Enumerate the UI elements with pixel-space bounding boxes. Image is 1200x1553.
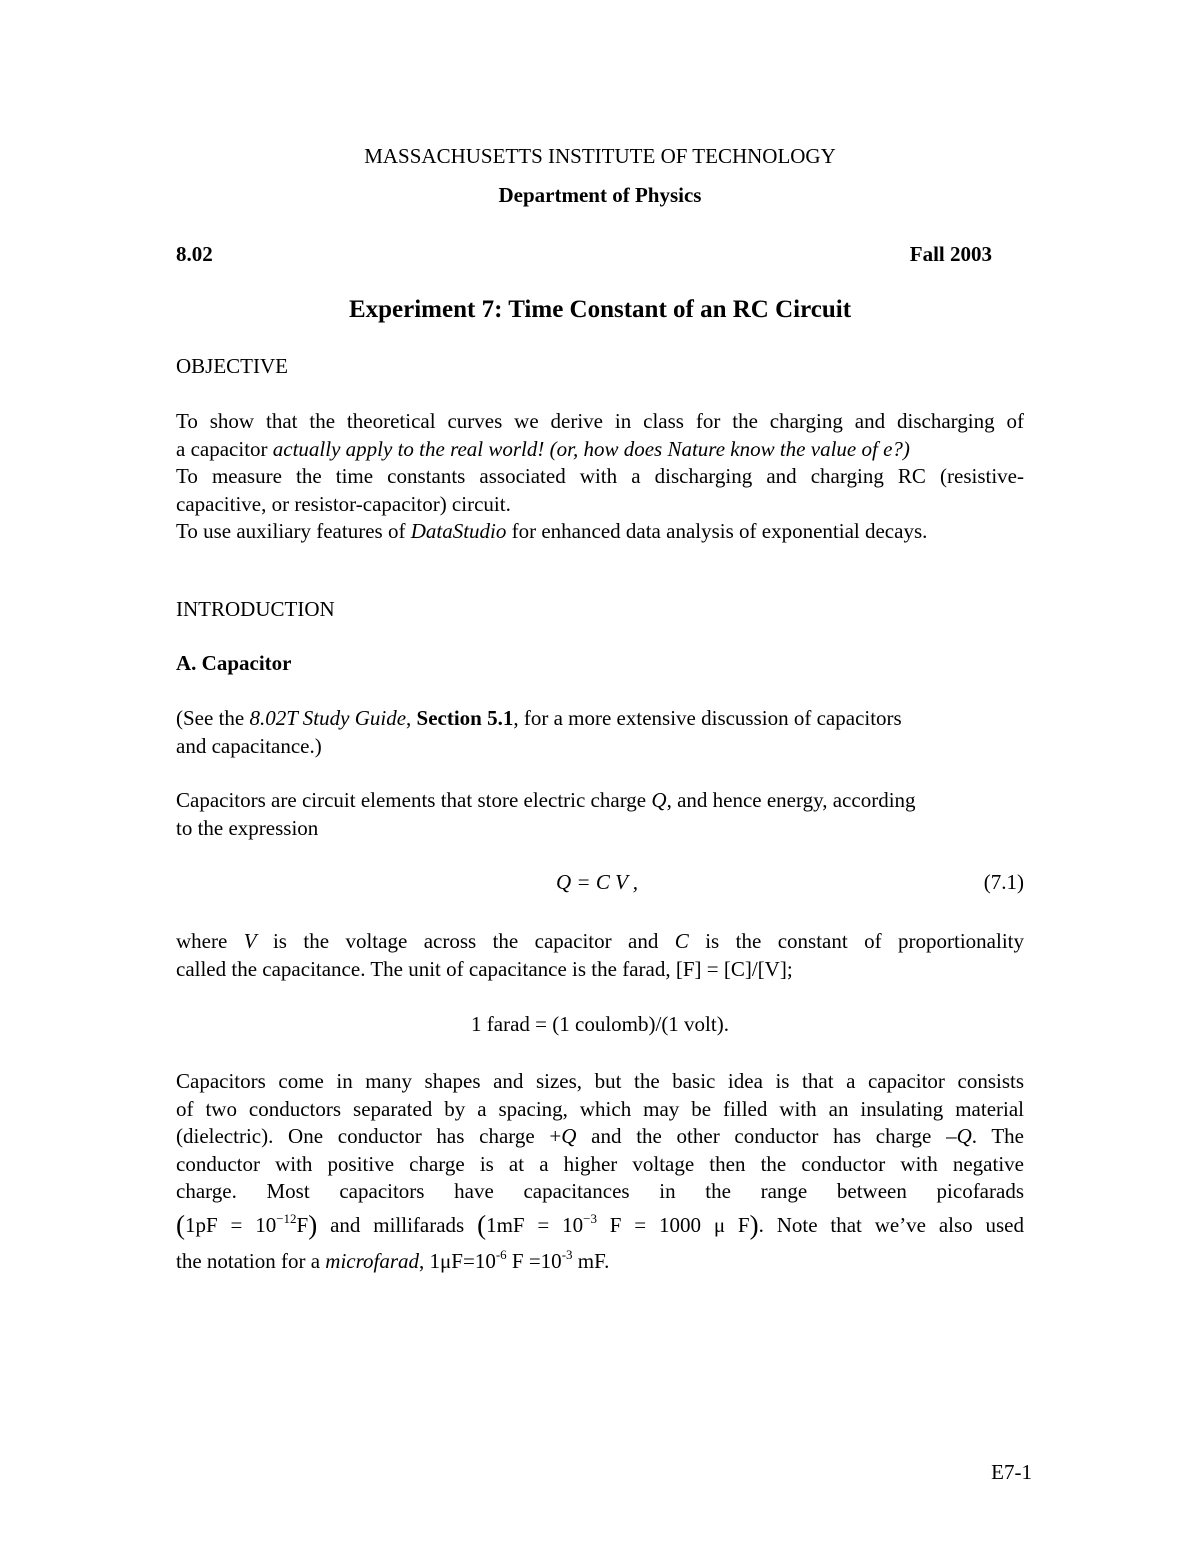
course-number: 8.02: [176, 242, 213, 266]
charge-symbol: Q: [561, 1124, 577, 1148]
text-run: is the voltage across the capacitor and: [256, 929, 675, 953]
objective-text: [176, 408, 1024, 546]
objective-line: To show that the theoretical curves we derive in class for the charging and discharging of: [176, 409, 1024, 433]
description-line: conductor with positive charge is at a higher voltage then the conductor with negative: [176, 1151, 1024, 1176]
description-line: $(1pF = 10^{-12}F)$ and millifarads ($1mF = 10^{-3}$ F = 1000 μ F). Note that we’ve also used: [176, 1209, 1025, 1240]
text-run: mF.: [572, 1248, 610, 1273]
capacitor-description: [176, 1068, 1024, 1275]
text-run: Capacitors are circuit elements that store electric charge: [176, 788, 652, 812]
equation-7-1: Q = C V ,: [556, 870, 639, 894]
exponent: -3: [561, 1246, 573, 1262]
objective-line: capacitive, or resistor-capacitor) circuit.: [176, 491, 511, 516]
text-run: ,: [406, 706, 417, 730]
picofarad-expression: 1pF = 10: [185, 1212, 277, 1237]
reference-line: and capacitance.): [176, 733, 322, 758]
text-run: and millifarads: [317, 1212, 478, 1237]
exponent: -6: [495, 1246, 507, 1262]
objective-line: [176, 518, 1024, 546]
text-run: , 1μF=10: [419, 1248, 496, 1273]
section-reference: Section 5.1: [416, 706, 514, 730]
objective-line: [176, 436, 1024, 464]
capacitor-definition: [176, 787, 1024, 842]
equation-number: (7.1): [983, 870, 1024, 894]
text-run: and the other conductor has charge –: [576, 1124, 957, 1148]
explanation-line: [176, 928, 1024, 956]
text-run: F =10: [506, 1248, 562, 1273]
introduction-heading: INTRODUCTION: [176, 597, 335, 621]
objective-text-run: for enhanced data analysis of exponential decays.: [506, 519, 928, 543]
objective-text-run: To use auxiliary features of: [176, 519, 411, 543]
text-run: where: [176, 929, 244, 953]
definition-line: to the expression: [176, 815, 319, 840]
farad-definition: 1 farad = (1 coulomb)/(1 volt).: [471, 1012, 729, 1036]
microfarad-term: microfarad: [325, 1248, 420, 1273]
reference-line: [176, 705, 1024, 733]
voltage-symbol: V: [243, 929, 257, 953]
page-title: Experiment 7: Time Constant of an RC Circuit: [348, 296, 852, 323]
objective-emphasis: actually apply to the real world! (or, how does Nature know the value of e?): [272, 436, 910, 461]
study-guide-reference: [176, 705, 1024, 760]
text-run: . Note that we’ve also used: [758, 1212, 1025, 1237]
millifarad-equivalence: F = 1000 μ F: [596, 1212, 750, 1237]
text-run: the notation for a: [176, 1248, 326, 1273]
text-run: (dielectric). One conductor has charge +: [176, 1124, 562, 1148]
description-line: Capacitors come in many shapes and sizes, but the basic idea is that a capacitor consists: [176, 1069, 1024, 1093]
study-guide-title: 8.02T Study Guide: [249, 706, 407, 730]
description-line: charge. Most capacitors have capacitances in the range between picofarads: [176, 1179, 1024, 1203]
picofarad-unit: F: [296, 1212, 309, 1237]
text-run: (See the: [176, 706, 250, 730]
term: Fall 2003: [909, 242, 992, 266]
objective-heading: OBJECTIVE: [176, 354, 288, 378]
exponent: −12: [276, 1210, 297, 1226]
objective-text-run: a capacitor: [176, 436, 273, 461]
page-number: E7-1: [991, 1460, 1032, 1484]
description-line: [176, 1248, 1024, 1276]
objective-line: To measure the time constants associated with a discharging and charging RC (resistive-: [176, 464, 1024, 488]
text-run: , and hence energy, according: [666, 788, 916, 812]
capacitance-symbol: C: [674, 929, 689, 953]
charge-symbol: Q: [956, 1124, 972, 1148]
text-run: . The: [971, 1124, 1024, 1148]
description-line: [176, 1123, 1024, 1151]
millifarad-expression: 1mF = 10: [486, 1212, 584, 1237]
section-a-heading: A. Capacitor: [176, 651, 292, 675]
text-run: is the constant of proportionality: [688, 929, 1024, 953]
institution-name: MASSACHUSETTS INSTITUTE OF TECHNOLOGY: [364, 144, 836, 168]
charge-symbol: Q: [651, 788, 667, 812]
department-name: Department of Physics: [498, 183, 702, 207]
description-line: of two conductors separated by a spacing, which may be filled with an insulating material: [176, 1096, 1024, 1121]
text-run: , for a more extensive discussion of capacitors: [513, 706, 902, 730]
explanation-line: called the capacitance. The unit of capacitance is the farad, [F] = [C]/[V];: [176, 956, 793, 981]
capacitance-explanation: [176, 928, 1024, 983]
datastudio-name: DataStudio: [410, 519, 507, 543]
exponent: −3: [583, 1210, 597, 1226]
definition-line: [176, 787, 1024, 815]
